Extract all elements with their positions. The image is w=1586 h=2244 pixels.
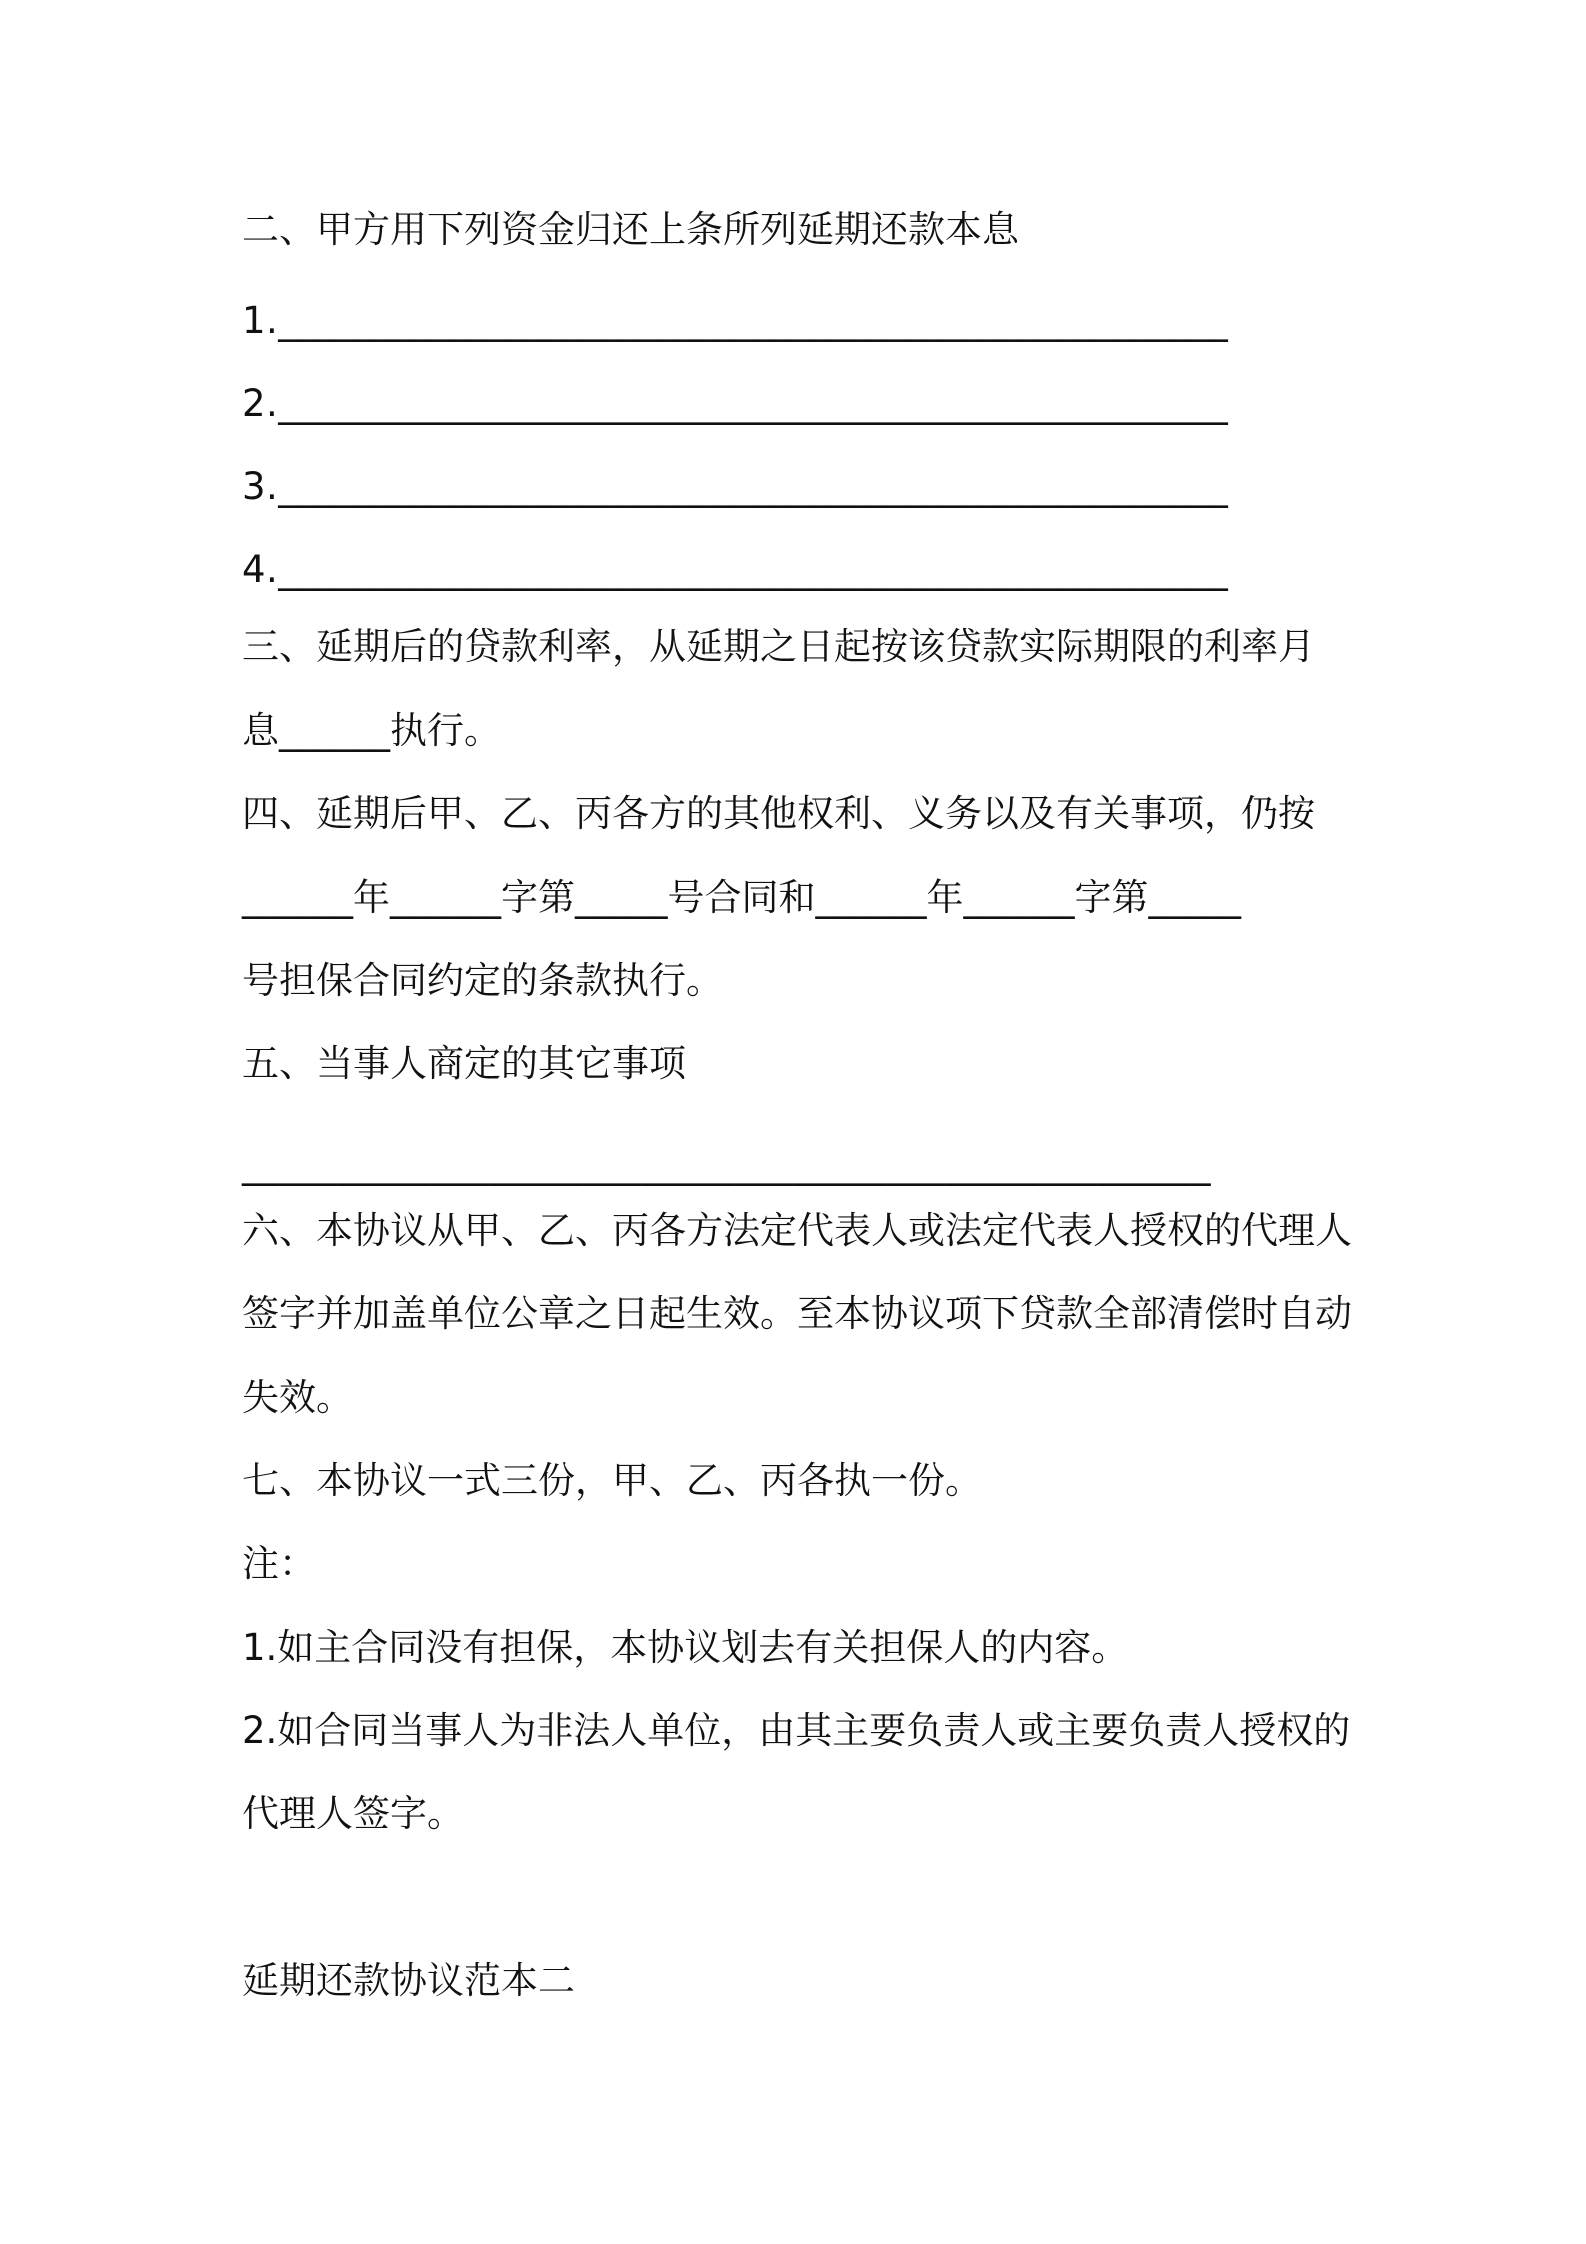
next-document-title: 延期还款协议范本二 [242, 1959, 575, 2002]
section-2-heading: 二、甲方用下列资金归还上条所列延期还款本息 [242, 208, 1019, 251]
section-6-line-3: 失效。 [242, 1376, 353, 1419]
section-4-line-3: 号担保合同约定的条款执行。 [242, 959, 723, 1002]
section-3-line-2: 息______执行。 [242, 709, 501, 752]
fund-line-4: 4.__________________________________________________ [242, 548, 1229, 591]
note-label: 注： [242, 1542, 316, 1585]
fund-line-3: 3.__________________________________________________ [242, 465, 1229, 508]
section-6-line-2: 签字并加盖单位公章之日起生效。至本协议项下贷款全部清偿时自动 [242, 1292, 1352, 1335]
section-3-line-1: 三、延期后的贷款利率，从延期之日起按该贷款实际期限的利率月 [242, 625, 1315, 668]
section-6-line-1: 六、本协议从甲、乙、丙各方法定代表人或法定代表人授权的代理人 [242, 1209, 1352, 1252]
section-7: 七、本协议一式三份，甲、乙、丙各执一份。 [242, 1459, 982, 1502]
section-5-heading: 五、当事人商定的其它事项 [242, 1042, 686, 1085]
section-4-line-1: 四、延期后甲、乙、丙各方的其他权利、义务以及有关事项，仍按 [242, 792, 1315, 835]
section-4-line-2: ______年______字第_____号合同和______年______字第_____ [242, 876, 1241, 919]
note-1: 1.如主合同没有担保，本协议划去有关担保人的内容。 [242, 1626, 1129, 1669]
note-2-line-2: 代理人签字。 [242, 1792, 464, 1835]
note-2-line-1: 2.如合同当事人为非法人单位，由其主要负责人或主要负责人授权的 [242, 1709, 1351, 1752]
fund-line-2: 2.__________________________________________________ [242, 382, 1229, 425]
section-5-blank: ___________________________________________________ [242, 1143, 1211, 1186]
fund-line-1: 1.__________________________________________________ [242, 299, 1229, 342]
